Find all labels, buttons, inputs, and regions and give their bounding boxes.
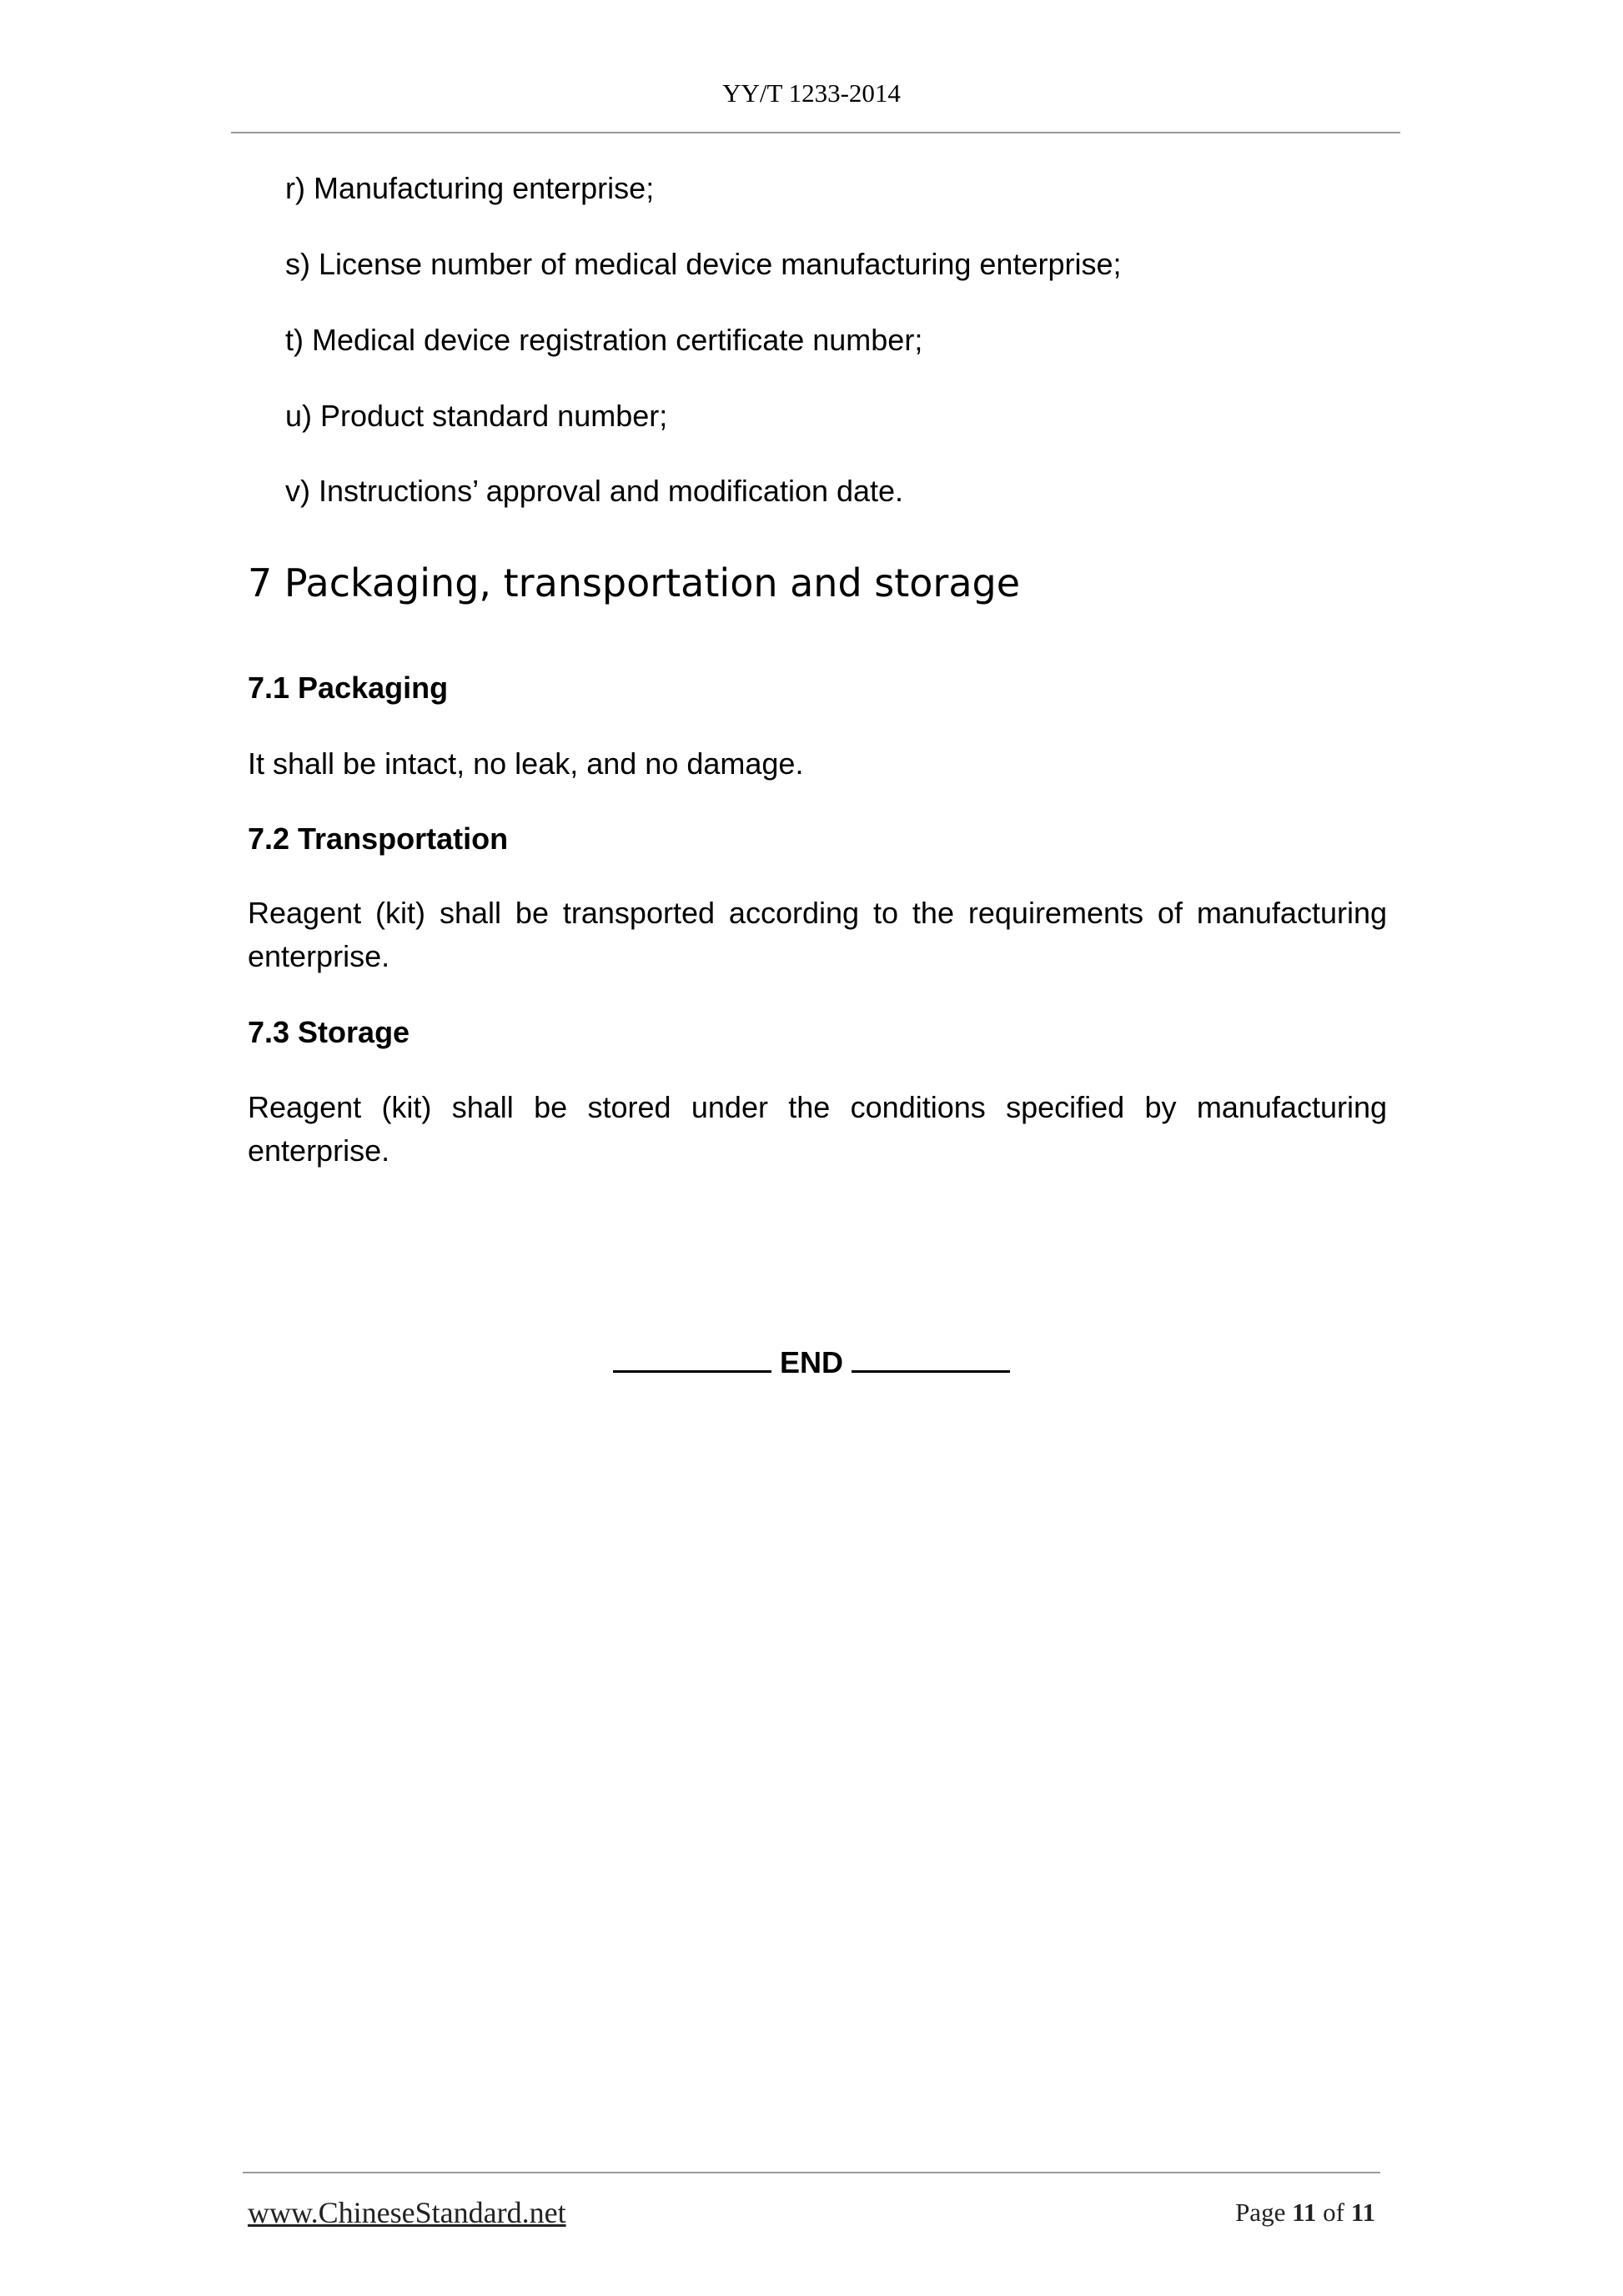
page-of: of (1323, 2198, 1344, 2227)
header-divider (231, 132, 1400, 133)
list-item: r) Manufacturing enterprise; (285, 171, 655, 205)
list-item: v) Instructions’ approval and modification date. (285, 474, 904, 508)
subsection-heading-packaging: 7.1 Packaging (248, 671, 449, 705)
storage-text (248, 1086, 1387, 1173)
subsection-heading-transportation: 7.2 Transportation (248, 821, 509, 856)
end-label: END (779, 1345, 843, 1379)
list-item: u) Product standard number; (285, 399, 668, 433)
transportation-text-line: Reagent (kit) shall be transported according to the requirements of manufacturing (248, 896, 1387, 930)
list-item: t) Medical device registration certificate number; (285, 323, 923, 357)
page-number (1235, 2198, 1375, 2228)
subsection-heading-storage: 7.3 Storage (248, 1015, 410, 1049)
document-number: YY/T 1233-2014 (722, 78, 901, 108)
section-heading: 7 Packaging, transportation and storage (248, 560, 1021, 605)
page-total: 11 (1350, 2198, 1375, 2227)
list-item: s) License number of medical device manufacturing enterprise; (285, 247, 1122, 281)
transportation-text (248, 892, 1387, 978)
end-marker (0, 1345, 1623, 1380)
footer-divider (243, 2172, 1380, 2173)
storage-text-line: Reagent (kit) shall be stored under the conditions specified by manufacturing (248, 1090, 1387, 1124)
storage-text-line: enterprise. (248, 1133, 390, 1168)
end-rule-left (613, 1369, 771, 1373)
website-link[interactable]: www.ChineseStandard.net (248, 2196, 566, 2229)
packaging-text: It shall be intact, no leak, and no damage. (248, 746, 804, 781)
page-label: Page (1235, 2198, 1286, 2227)
end-rule-right (852, 1369, 1010, 1373)
transportation-text-line: enterprise. (248, 939, 390, 973)
page-current: 11 (1292, 2198, 1317, 2227)
